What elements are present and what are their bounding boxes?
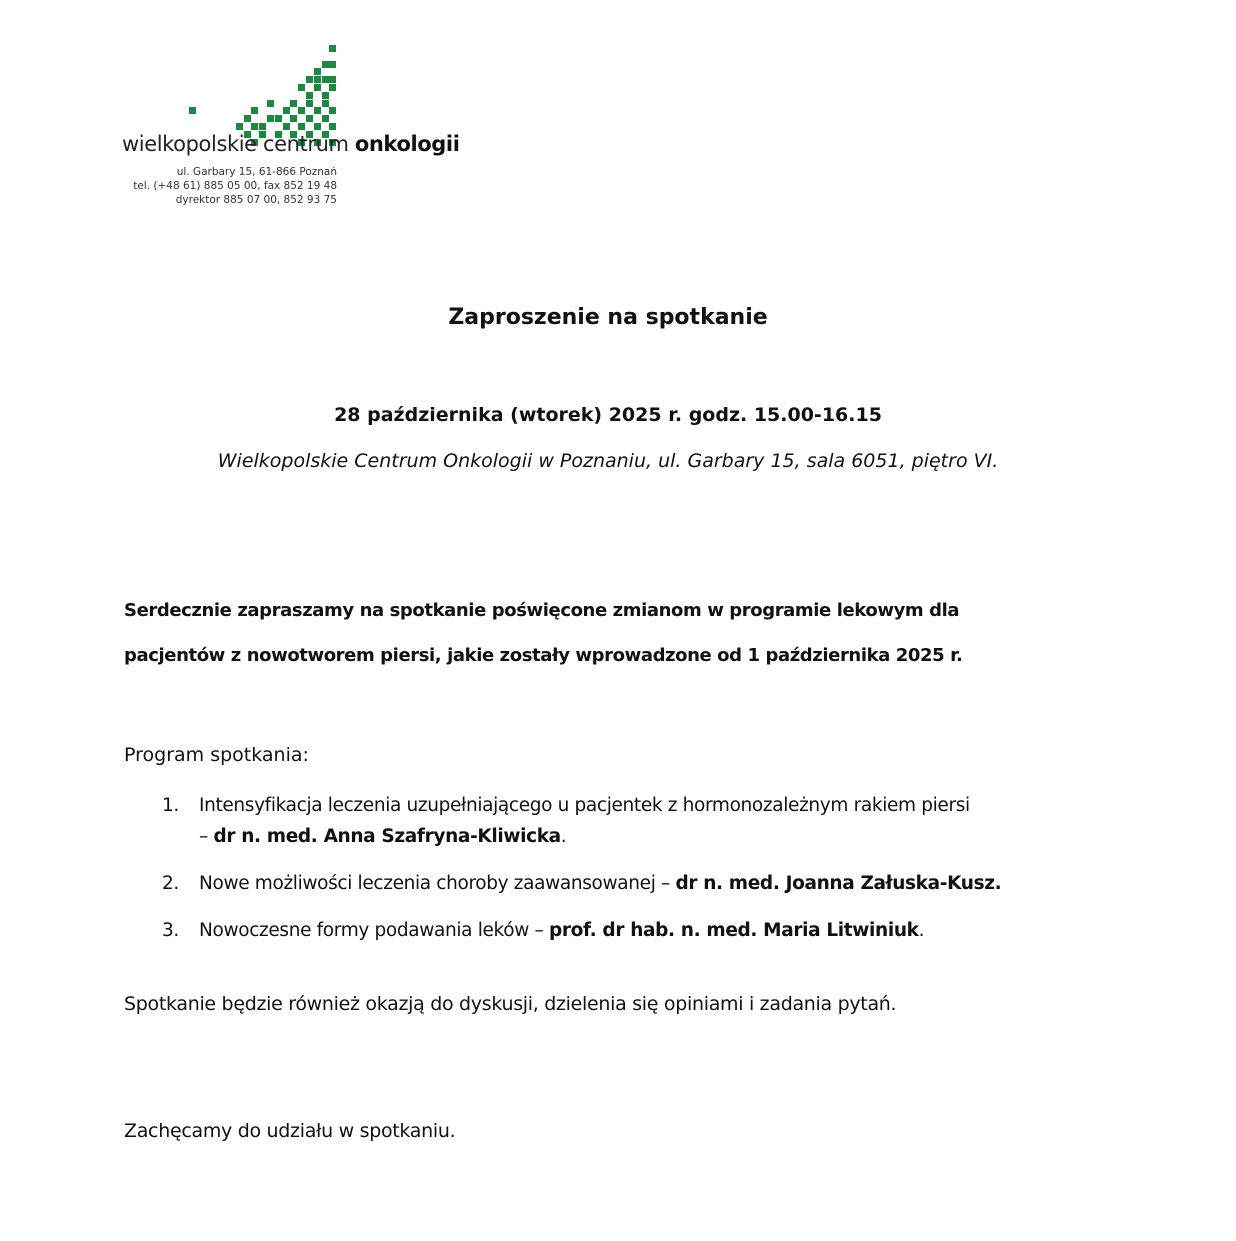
agenda-item-end: . [918, 920, 925, 941]
intro-line: Serdecznie zapraszamy na spotkanie poświęcone zmianom w programie lekowym dla [124, 600, 960, 621]
closing-line: Zachęcamy do udziału w spotkaniu. [124, 1120, 456, 1142]
agenda-item-speaker: prof. dr hab. n. med. Maria Litwiniuk [548, 920, 919, 941]
logo-pixel-square [329, 76, 336, 83]
discussion-note: Spotkanie będzie również okazją do dyskusji, dzielenia się opiniami i zadania pytań. [124, 993, 897, 1015]
logo-pixel-square [329, 61, 336, 68]
logo-pixel-square [236, 123, 243, 130]
logo-pixel-square [267, 100, 274, 107]
agenda-item [162, 790, 1122, 852]
logo-pixel-square [298, 84, 305, 91]
logo-contact-block [133, 165, 337, 207]
logo-pixel-square [322, 100, 329, 107]
logo-pixel-square [314, 68, 321, 75]
agenda-item-topic: Nowoczesne formy podawania leków [199, 920, 535, 941]
page-title: Zaproszenie na spotkanie [448, 305, 768, 330]
program-heading: Program spotkania: [124, 744, 309, 766]
logo-pixel-square [329, 123, 336, 130]
logo-pixel-square [314, 123, 321, 130]
logo-pixel-square [322, 92, 329, 99]
contact-address: ul. Garbary 15, 61-866 Poznań [176, 166, 337, 178]
agenda-item-topic: Nowe możliwości leczenia choroby zaawansowanej [199, 873, 662, 894]
organization-logo [122, 42, 460, 212]
meeting-venue: Wielkopolskie Centrum Onkologii w Poznaniu, ul. Garbary 15, sala 6051, piętro VI. [217, 450, 999, 472]
logo-pixel-square [189, 107, 196, 114]
agenda-item-number: 1. [162, 795, 179, 816]
logo-pixel-square [290, 115, 297, 122]
logo-pixel-square [306, 100, 313, 107]
agenda-item-separator: – [534, 920, 549, 941]
logo-pixel-square [314, 107, 321, 114]
contact-phone: tel. (+48 61) 885 05 00, fax 852 19 48 [133, 180, 337, 192]
logo-pixel-square [329, 45, 336, 52]
logo-name-regular: wielkopolskie centrum [122, 132, 355, 156]
logo-pixel-square [290, 100, 297, 107]
logo-pixel-square [267, 115, 274, 122]
agenda-item [162, 868, 1122, 899]
logo-pixel-square [306, 76, 313, 83]
logo-pixel-square [314, 84, 321, 91]
contact-director: dyrektor 885 07 00, 852 93 75 [175, 194, 337, 206]
agenda-item-separator: – [661, 873, 676, 894]
logo-pixel-square [322, 61, 329, 68]
logo-pixel-square [322, 115, 329, 122]
logo-pixel-square [251, 107, 258, 114]
logo-pixel-square [306, 92, 313, 99]
agenda-item-number: 2. [162, 873, 179, 894]
logo-pixel-square [306, 115, 313, 122]
logo-pixel-square [298, 123, 305, 130]
logo-pixel-square [275, 115, 282, 122]
agenda-item [162, 915, 1122, 946]
agenda-item-topic: Intensyfikacja leczenia uzupełniającego u pacjentek z hormonozależnym rakiem piersi [199, 795, 970, 816]
intro-paragraph [124, 588, 1124, 678]
logo-pixel-square [259, 123, 266, 130]
logo-pixel-square [283, 107, 290, 114]
logo-pixel-square [329, 107, 336, 114]
logo-pixel-square [283, 123, 290, 130]
logo-pixel-square [322, 76, 329, 83]
agenda-item-end: . [560, 826, 567, 847]
agenda-item-number: 3. [162, 920, 179, 941]
agenda-item-speaker: dr n. med. Joanna Załuska-Kusz. [675, 873, 1002, 894]
logo-wordmark [122, 132, 460, 156]
intro-line: pacjentów z nowotworem piersi, jakie zostały wprowadzone od 1 października 2025 r. [124, 645, 963, 666]
logo-pixel-mark-icon [122, 42, 452, 137]
logo-pixel-square [298, 107, 305, 114]
meeting-date: 28 października (wtorek) 2025 r. godz. 15.00-16.15 [334, 404, 882, 426]
logo-pixel-square [251, 123, 258, 130]
agenda-item-speaker: dr n. med. Anna Szafryna-Kliwicka [213, 826, 561, 847]
agenda-item-separator: – [199, 826, 214, 847]
logo-name-bold: onkologii [354, 132, 460, 156]
logo-pixel-square [244, 115, 251, 122]
logo-pixel-square [329, 84, 336, 91]
logo-pixel-square [314, 76, 321, 83]
agenda-list [162, 790, 1122, 962]
